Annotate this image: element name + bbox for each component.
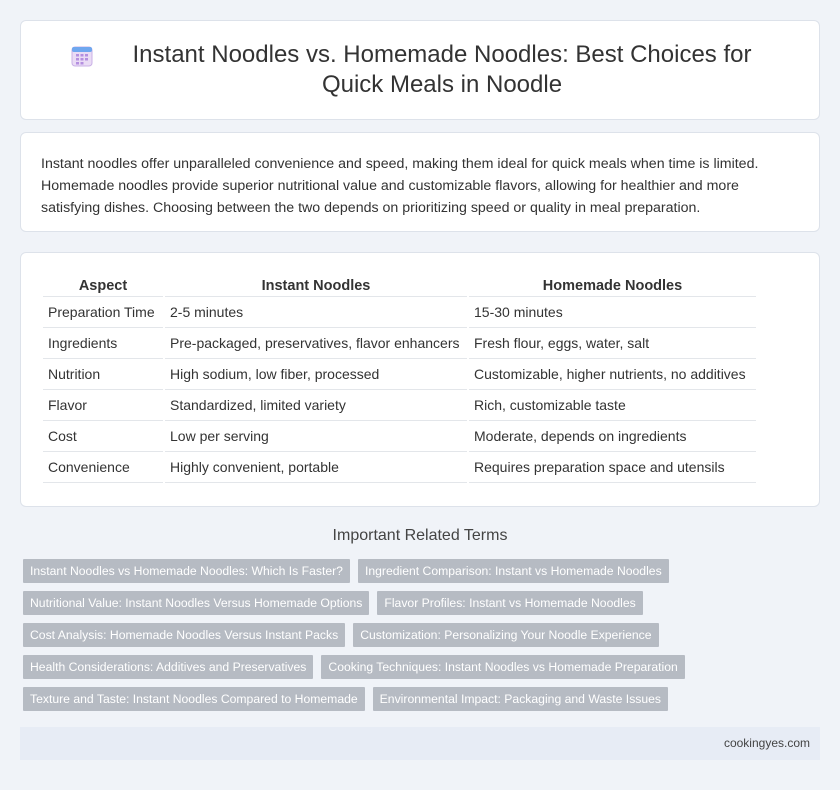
table-row xyxy=(43,390,756,421)
column-header-instant: Instant Noodles xyxy=(165,275,467,297)
table-cell: High sodium, low fiber, processed xyxy=(165,359,467,390)
calendar-icon xyxy=(71,45,93,67)
table-row xyxy=(43,359,756,390)
intro-card xyxy=(20,132,820,232)
table-cell: Rich, customizable taste xyxy=(469,390,756,421)
table-cell: Fresh flour, eggs, water, salt xyxy=(469,328,756,359)
table-cell: Highly convenient, portable xyxy=(165,452,467,483)
footer xyxy=(20,727,820,760)
title-wrap xyxy=(21,21,819,119)
table-row xyxy=(43,421,756,452)
tag-row xyxy=(23,655,823,679)
column-header-aspect: Aspect xyxy=(43,275,163,297)
comparison-table xyxy=(41,275,758,483)
table-row xyxy=(43,452,756,483)
table-row xyxy=(43,328,756,359)
tag-row xyxy=(23,623,823,647)
related-term-tag[interactable]: Instant Noodles vs Homemade Noodles: Which Is Faster? xyxy=(23,559,350,583)
table-cell: 2-5 minutes xyxy=(165,297,467,328)
footer-site-link[interactable]: cookingyes.com xyxy=(723,736,810,750)
related-terms-title: Important Related Terms xyxy=(332,527,508,544)
tag-row xyxy=(23,591,823,615)
table-cell: Customizable, higher nutrients, no additives xyxy=(469,359,756,390)
related-term-tag[interactable]: Ingredient Comparison: Instant vs Homemade Noodles xyxy=(358,559,669,583)
column-header-homemade: Homemade Noodles xyxy=(469,275,756,297)
title-card xyxy=(20,20,820,120)
page-title: Instant Noodles vs. Homemade Noodles: Best Choices for Quick Meals in Noodle xyxy=(132,41,752,98)
table-cell: Preparation Time xyxy=(43,297,163,328)
related-term-tag[interactable]: Cooking Techniques: Instant Noodles vs Homemade Preparation xyxy=(321,655,684,679)
tag-row xyxy=(23,687,823,711)
table-cell: Nutrition xyxy=(43,359,163,390)
table-cell: Low per serving xyxy=(165,421,467,452)
table-header-row xyxy=(43,275,756,297)
related-term-tag[interactable]: Health Considerations: Additives and Preservatives xyxy=(23,655,313,679)
related-term-tag[interactable]: Nutritional Value: Instant Noodles Versus Homemade Options xyxy=(23,591,369,615)
related-term-tag[interactable]: Flavor Profiles: Instant vs Homemade Noodles xyxy=(377,591,642,615)
table-cell: Convenience xyxy=(43,452,163,483)
intro-text: Instant noodles offer unparalleled convenience and speed, making them ideal for quick meals when time is limited. Homemade noodles provide superior nutritional value and customizable flavors, allowing for healthier and more satisfying dishes. Choosing between the two depends on prioritizing speed or quality in meal preparation. xyxy=(41,156,759,216)
related-term-tag[interactable]: Cost Analysis: Homemade Noodles Versus Instant Packs xyxy=(23,623,345,647)
related-terms-list xyxy=(23,559,823,719)
table-cell: Requires preparation space and utensils xyxy=(469,452,756,483)
table-cell: Ingredients xyxy=(43,328,163,359)
related-term-tag[interactable]: Environmental Impact: Packaging and Waste Issues xyxy=(373,687,668,711)
table-cell: Flavor xyxy=(43,390,163,421)
table-cell: 15-30 minutes xyxy=(469,297,756,328)
tag-row xyxy=(23,559,823,583)
table-row xyxy=(43,297,756,328)
comparison-card xyxy=(20,252,820,507)
table-cell: Moderate, depends on ingredients xyxy=(469,421,756,452)
table-cell: Pre-packaged, preservatives, flavor enhancers xyxy=(165,328,467,359)
related-term-tag[interactable]: Texture and Taste: Instant Noodles Compared to Homemade xyxy=(23,687,365,711)
related-term-tag[interactable]: Customization: Personalizing Your Noodle Experience xyxy=(353,623,658,647)
table-cell: Standardized, limited variety xyxy=(165,390,467,421)
table-cell: Cost xyxy=(43,421,163,452)
